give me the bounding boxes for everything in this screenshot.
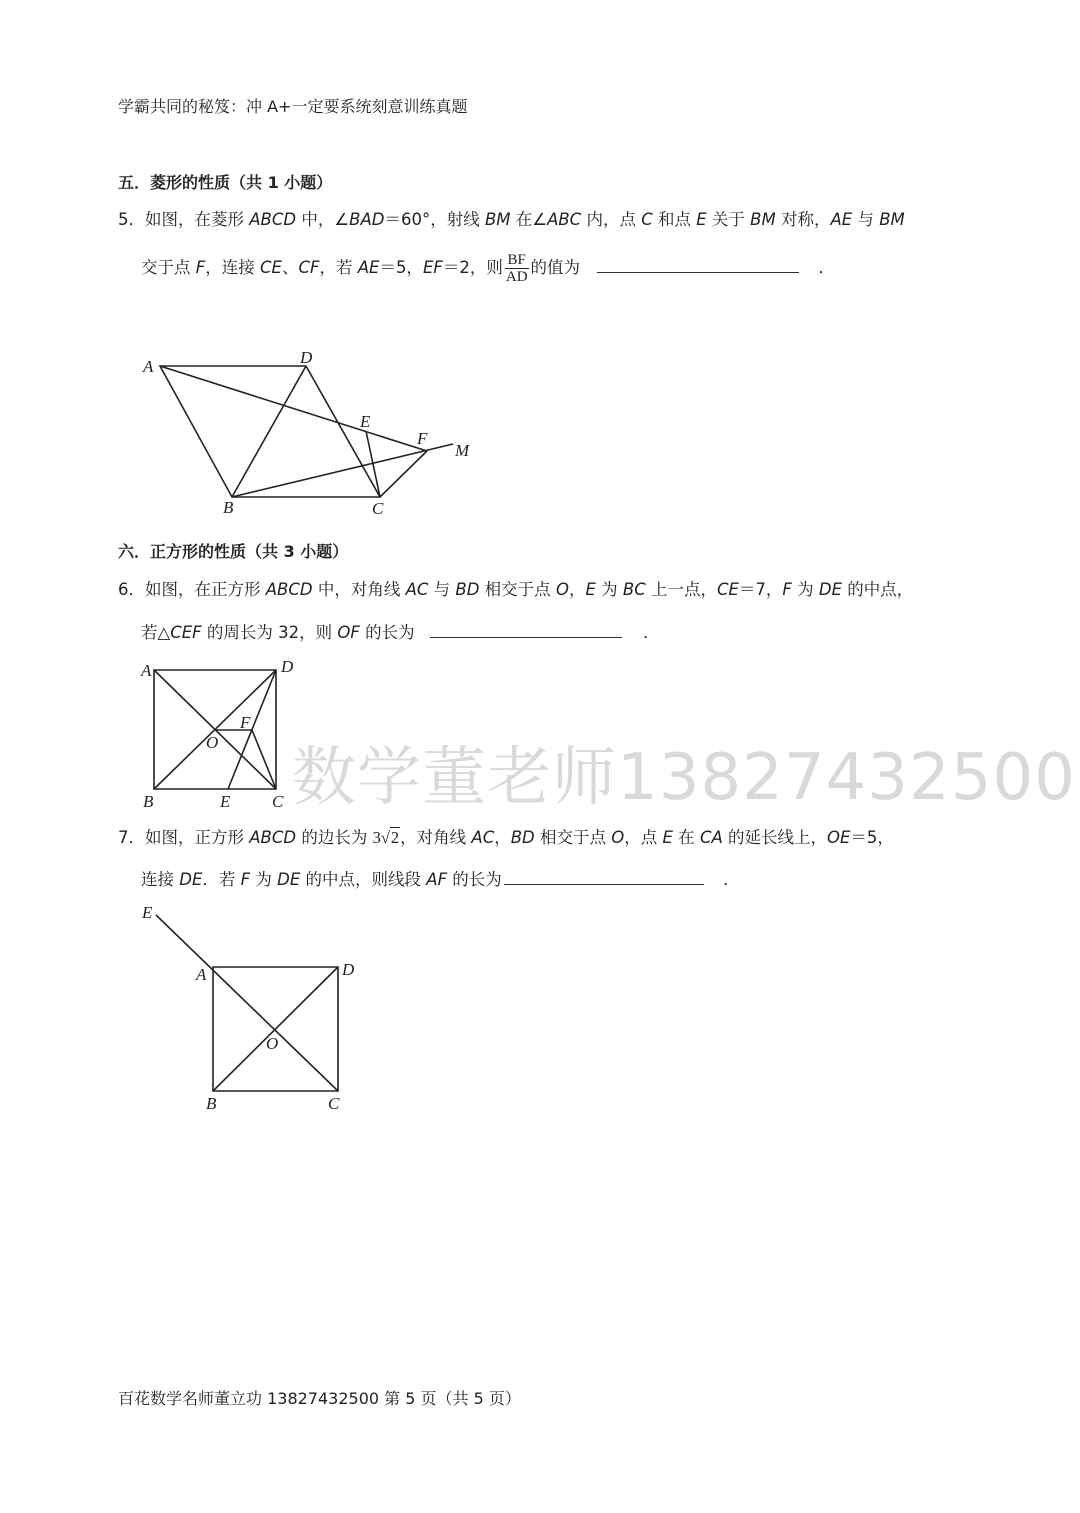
- text: 的值为: [530, 258, 581, 277]
- period: ．: [723, 870, 740, 889]
- segment-cf: [252, 730, 276, 789]
- text: 上一点，: [645, 580, 717, 599]
- var: OE: [827, 828, 851, 847]
- text: 如图，在菱形: [145, 210, 250, 229]
- var: DE: [179, 870, 203, 889]
- var: BM: [879, 210, 905, 229]
- sqrt-expression: 3√2: [372, 828, 400, 847]
- var: F: [195, 258, 206, 277]
- text: ＝2，则: [442, 258, 503, 277]
- text: ，若: [319, 258, 358, 277]
- figure-square-7: [141, 903, 355, 1113]
- var: BD: [455, 580, 480, 599]
- text: 的边长为: [296, 828, 373, 847]
- question-number: 6．: [118, 580, 145, 599]
- text: 为: [250, 870, 278, 889]
- text: ，点: [624, 828, 663, 847]
- figure-square-6: [140, 657, 294, 811]
- text: 在: [672, 828, 700, 847]
- text: 相交于点: [479, 580, 556, 599]
- fraction-denominator: AD: [505, 269, 528, 285]
- var: OF: [337, 623, 360, 642]
- sqrt-radicand: 2: [390, 828, 400, 847]
- text: 若△: [141, 623, 171, 642]
- question-number: 5．: [118, 210, 145, 229]
- text: 与: [428, 580, 456, 599]
- label-c: C: [328, 1094, 340, 1113]
- text: 交于点: [141, 258, 196, 277]
- var: C: [641, 210, 653, 229]
- text: ＝60°，射线: [384, 210, 485, 229]
- answer-blank[interactable]: [430, 619, 622, 638]
- segment-bd: [232, 366, 306, 497]
- var: AE: [830, 210, 853, 229]
- text: 在∠: [510, 210, 548, 229]
- label-o: O: [206, 733, 219, 752]
- var: O: [555, 580, 569, 599]
- var: E: [696, 210, 707, 229]
- var: CEF: [170, 623, 202, 642]
- question-7-line-1: [118, 825, 894, 851]
- period: ．: [818, 258, 836, 277]
- label-e: E: [220, 792, 231, 811]
- watermark: 数学董老师13827432500: [292, 741, 1076, 815]
- var: F: [782, 580, 792, 599]
- text: 、: [281, 258, 299, 277]
- var: CF: [298, 258, 320, 277]
- label-a: A: [143, 357, 154, 376]
- text: 的周长为 32，则: [201, 623, 338, 642]
- line-ce: [156, 915, 338, 1091]
- var: BD: [510, 828, 535, 847]
- var: BAD: [349, 210, 385, 229]
- text: 与: [852, 210, 880, 229]
- var: E: [585, 580, 596, 599]
- rhombus-outline: [160, 366, 380, 497]
- text: ＝7，: [738, 580, 783, 599]
- var: CE: [716, 580, 739, 599]
- var: CA: [699, 828, 723, 847]
- question-7-line-2: [141, 866, 740, 893]
- var: ABCD: [249, 828, 297, 847]
- text: 如图，正方形: [145, 828, 250, 847]
- label-a: A: [141, 661, 152, 680]
- text: 的中点，则线段: [300, 870, 427, 889]
- section-title-square: 六．正方形的性质（共 3 小题）: [118, 542, 349, 561]
- var: ABC: [547, 210, 582, 229]
- label-e: E: [360, 412, 371, 431]
- text: 的延长线上，: [722, 828, 827, 847]
- label-d: D: [300, 348, 313, 367]
- text: 的长为: [359, 623, 415, 642]
- text: 的中点，: [842, 580, 914, 599]
- label-a: A: [196, 965, 207, 984]
- page-header: 学霸共同的秘笈：冲 A+一定要系统刻意训练真题: [118, 97, 468, 116]
- var: BC: [622, 580, 646, 599]
- text: ，连接: [205, 258, 260, 277]
- text: 如图，在正方形: [145, 580, 266, 599]
- fraction-numerator: BF: [505, 252, 529, 269]
- text: 为: [595, 580, 623, 599]
- var: DE: [277, 870, 301, 889]
- segment-cf: [380, 451, 427, 497]
- label-d: D: [281, 657, 294, 676]
- var: AC: [471, 828, 495, 847]
- text: 中，∠: [296, 210, 350, 229]
- text: ＝5，: [379, 258, 423, 277]
- label-f: F: [417, 429, 428, 448]
- var: O: [611, 828, 625, 847]
- period: ．: [643, 623, 660, 642]
- ray-bm: [232, 444, 453, 497]
- text: 对称，: [775, 210, 831, 229]
- var: BM: [484, 210, 511, 229]
- text: 中，对角线: [312, 580, 406, 599]
- var: EF: [422, 258, 443, 277]
- label-b: B: [206, 1094, 217, 1113]
- text: 为: [791, 580, 819, 599]
- label-d: D: [342, 960, 355, 979]
- text: 内，点: [581, 210, 642, 229]
- var: ABCD: [265, 580, 313, 599]
- label-o: O: [266, 1034, 279, 1053]
- var: AE: [357, 258, 380, 277]
- text: ．若: [202, 870, 241, 889]
- text: ＝5，: [850, 828, 894, 847]
- label-e: E: [142, 903, 153, 922]
- text: ，对角线: [400, 828, 472, 847]
- text: 连接: [141, 870, 180, 889]
- var: BM: [750, 210, 776, 229]
- sqrt-coefficient: 3: [372, 828, 381, 847]
- question-6-line-1: [118, 577, 913, 603]
- question-number: 7．: [118, 828, 145, 847]
- page-footer: 百花数学名师董立功 13827432500 第 5 页（共 5 页）: [118, 1389, 521, 1408]
- label-m: M: [455, 441, 470, 460]
- text: ，: [568, 580, 586, 599]
- label-f: F: [240, 713, 251, 732]
- text: 相交于点: [534, 828, 612, 847]
- var: ABCD: [249, 210, 297, 229]
- text: 和点: [652, 210, 697, 229]
- section-title-rhombus: 五．菱形的性质（共 1 小题）: [118, 173, 333, 192]
- question-6-line-2: [141, 619, 660, 646]
- text: 的长为: [447, 870, 502, 889]
- var: AC: [405, 580, 429, 599]
- var: F: [240, 870, 251, 889]
- text: 关于: [706, 210, 751, 229]
- label-b: B: [223, 498, 234, 517]
- var: E: [662, 828, 673, 847]
- label-b: B: [143, 792, 154, 811]
- var: CE: [260, 258, 282, 277]
- text: ，: [494, 828, 511, 847]
- var: AF: [426, 870, 448, 889]
- label-c: C: [372, 499, 384, 518]
- var: DE: [818, 580, 843, 599]
- answer-blank[interactable]: [504, 866, 704, 885]
- label-c: C: [272, 792, 284, 811]
